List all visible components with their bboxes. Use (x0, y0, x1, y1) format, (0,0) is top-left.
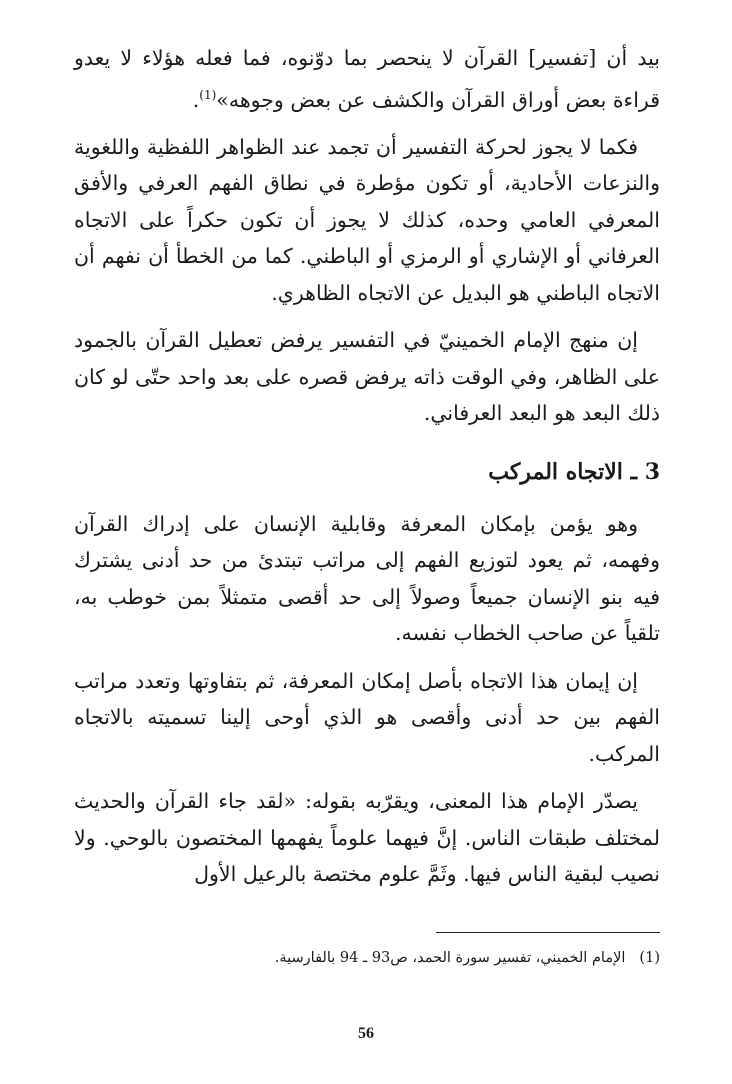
page-body (74, 40, 660, 893)
footnote-number: (1) (639, 950, 660, 966)
page-number: 56 (358, 1025, 374, 1042)
footnote (74, 947, 660, 969)
footnote-text: الإمام الخميني، تفسير سورة الحمد، ص93 ـ 94 بالفارسية. (274, 950, 626, 966)
paragraph-1 (74, 40, 660, 118)
paragraph-1-end: . (192, 87, 200, 112)
footnote-divider (436, 932, 660, 933)
paragraph-1-text: بيد أن [تفسير] القرآن لا ينحصر بما دوّنوه، فما فعله هؤلاء لا يعدو قراءة بعض أوراق القرآن والكشف عن بعض وجوهه» (74, 46, 660, 112)
paragraph-5: إن إيمان هذا الاتجاه بأصل إمكان المعرفة، ثم بتفاوتها وتعدد مراتب الفهم بين حد أدنى وأقصى هو الذي أوحى إلينا تسميته بالاتجاه المركب. (74, 668, 660, 766)
paragraph-6: يصدّر الإمام هذا المعنى، ويقرّبه بقوله: «لقد جاء القرآن والحديث لمختلف طبقات الناس. إنَّ فيهما علوماً يفهمها المختصون بالوحي. ولا نصيب لبقية الناس فيها. وثَمَّ علوم مختصة بالرعيل الأول (74, 789, 660, 887)
section-heading: 3 ـ الاتجاه المركب (488, 458, 660, 485)
paragraph-4: وهو يؤمن بإمكان المعرفة وقابلية الإنسان على إدراك القرآن وفهمه، ثم يعود لتوزيع الفهم إلى مراتب تبتدئ من حد أدنى يشترك فيه بنو الإنسان جميعاً وصولاً إلى حد أقصى متمثلاً بمن خوطب به، تلقياً عن صاحب الخطاب نفسه. (74, 511, 660, 646)
footnote-reference[interactable]: (1) (199, 87, 217, 102)
paragraph-2: فكما لا يجوز لحركة التفسير أن تجمد عند الظواهر اللفظية واللغوية والنزعات الأحادية، أو تكون مؤطرة في نطاق الفهم العرفي والأفق المعرفي العامي وحده، كذلك لا يجوز أن تكون حكراً على الاتجاه العرفاني أو الإشاري أو الرمزي أو الباطني. كما من الخطأ أن نفهم أن الاتجاه الباطني هو البديل عن الاتجاه الظاهري. (74, 134, 660, 305)
paragraph-3: إن منهج الإمام الخمينيّ في التفسير يرفض تعطيل القرآن بالجمود على الظاهر، وفي الوقت ذاته يرفض قصره على بعد واحد حتّى لو كان ذلك البعد هو البعد العرفاني. (74, 328, 660, 426)
